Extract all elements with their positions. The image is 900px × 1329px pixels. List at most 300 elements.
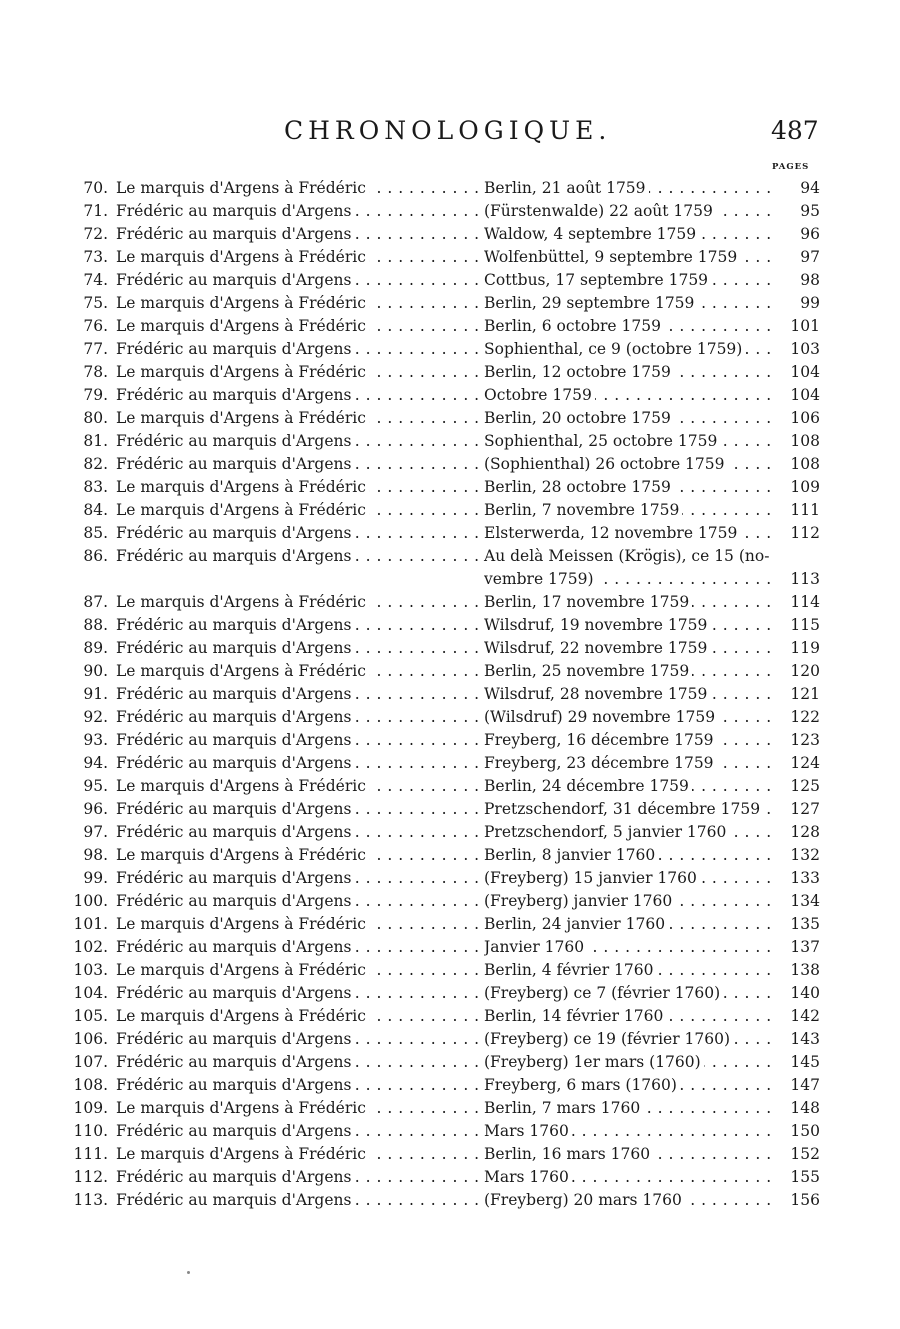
entry-place-date-leader [484,1005,772,1028]
entry-title-leader [116,453,534,476]
entry-title-leader [116,292,534,315]
toc-entry [60,430,820,453]
entry-title: Le marquis d'Argens à Frédéric [116,777,369,795]
entry-title: Le marquis d'Argens à Frédéric [116,409,369,427]
entry-page-number: 124 [790,754,820,772]
entry-title: Frédéric au marquis d'Argens [116,340,354,358]
page-number: 487 [771,116,819,145]
entry-page-number: 135 [790,915,820,933]
toc-entry [60,384,820,407]
entry-title: Le marquis d'Argens à Frédéric [116,363,369,381]
entry-page-number: 150 [790,1122,820,1140]
entry-title-leader [116,499,534,522]
toc-entry [60,890,820,913]
entry-number: 103. [73,961,108,979]
entry-place-date-leader [484,384,772,407]
entry-number: 108. [73,1076,108,1094]
toc-entry [60,1051,820,1074]
entry-title: Le marquis d'Argens à Frédéric [116,662,369,680]
entry-page-number: 108 [790,455,820,473]
entry-title-leader [116,821,534,844]
entry-number: 93. [83,731,108,749]
entry-title-leader [116,430,534,453]
entry-place-date: Berlin, 28 octobre 1759 [484,478,674,496]
entry-title-leader [116,1005,534,1028]
entry-place-date: Berlin, 16 mars 1760 [484,1145,653,1163]
entry-title: Frédéric au marquis d'Argens [116,1030,354,1048]
toc-entry [60,706,820,729]
toc-entry [60,1097,820,1120]
entry-number: 84. [83,501,108,519]
entry-place-date: Wolfenbüttel, 9 septembre 1759 [484,248,740,266]
toc-entry [60,1143,820,1166]
entry-place-date: Au delà Meissen (Krögis), ce 15 (no- [484,547,772,565]
entry-page-number: 143 [790,1030,820,1048]
entry-number: 100. [73,892,108,910]
entry-place-date: Elsterwerda, 12 novembre 1759 [484,524,740,542]
entry-title-leader [116,1028,534,1051]
entry-page-number: 109 [790,478,820,496]
entry-page-number: 101 [790,317,820,335]
entry-page-number: 104 [790,386,820,404]
entry-place-date: (Freyberg) janvier 1760 [484,892,675,910]
entry-page-number: 145 [790,1053,820,1071]
entry-place-date-leader [484,499,772,522]
entry-place-date-leader [484,1189,772,1212]
entry-number: 98. [83,846,108,864]
entry-title: Frédéric au marquis d'Argens [116,1053,354,1071]
entry-place-date-leader [484,683,772,706]
entry-number: 89. [83,639,108,657]
entry-place-date: Berlin, 21 août 1759 [484,179,649,197]
toc-entry [60,936,820,959]
entry-place-date-leader [484,706,772,729]
entry-title: Frédéric au marquis d'Argens [116,685,354,703]
entry-place-date-leader [484,430,772,453]
entry-number: 80. [83,409,108,427]
entry-number: 82. [83,455,108,473]
entry-title: Le marquis d'Argens à Frédéric [116,1145,369,1163]
entry-place-date-leader [484,660,772,683]
entry-place-date-leader [484,775,772,798]
entry-title: Le marquis d'Argens à Frédéric [116,248,369,266]
entry-title: Frédéric au marquis d'Argens [116,1076,354,1094]
toc-entry [60,338,820,361]
entry-title-leader [116,752,534,775]
toc-entry [60,683,820,706]
entry-number: 77. [83,340,108,358]
entry-place-date: Waldow, 4 septembre 1759 [484,225,699,243]
entry-title-leader [116,1051,534,1074]
entry-title: Le marquis d'Argens à Frédéric [116,317,369,335]
entry-number: 99. [83,869,108,887]
entry-place-date-leader [484,591,772,614]
entry-title: Frédéric au marquis d'Argens [116,984,354,1002]
entry-place-date-leader [484,890,772,913]
entry-page-number: 98 [800,271,820,289]
entry-place-date-leader [484,614,772,637]
entry-title: Frédéric au marquis d'Argens [116,616,354,634]
entry-page-number: 152 [790,1145,820,1163]
entry-number: 112. [73,1168,108,1186]
entry-title-leader [116,844,534,867]
entry-place-date-continued: vembre 1759) [484,570,597,588]
entry-number: 76. [83,317,108,335]
entry-title: Frédéric au marquis d'Argens [116,754,354,772]
entry-page-number: 156 [790,1191,820,1209]
entry-page-number: 123 [790,731,820,749]
entry-page-number: 96 [800,225,820,243]
toc-entry [60,177,820,200]
entry-place-date: Pretzschendorf, 5 janvier 1760 [484,823,729,841]
toc-entry [60,223,820,246]
toc-entry [60,269,820,292]
toc-entry [60,476,820,499]
entry-place-date: Berlin, 7 novembre 1759 [484,501,682,519]
entry-place-date: Berlin, 17 novembre 1759 [484,593,692,611]
entry-place-date-leader [484,315,772,338]
entry-place-date: Berlin, 6 octobre 1759 [484,317,664,335]
entry-page-number: 155 [790,1168,820,1186]
entry-title-leader [116,545,534,568]
entry-number: 113. [73,1191,108,1209]
entry-title: Le marquis d'Argens à Frédéric [116,478,369,496]
entry-place-date-leader [484,1143,772,1166]
entry-title: Frédéric au marquis d'Argens [116,225,354,243]
entry-place-date: Sophienthal, 25 octobre 1759 [484,432,720,450]
entry-page-number: 137 [790,938,820,956]
entry-number: 95. [83,777,108,795]
toc-entry [60,1074,820,1097]
entry-place-date: Janvier 1760 [484,938,587,956]
entry-page-number: 122 [790,708,820,726]
toc-entry [60,499,820,522]
entry-place-date: Freyberg, 16 décembre 1759 [484,731,717,749]
entry-place-date-leader [484,798,772,821]
entry-title: Frédéric au marquis d'Argens [116,1191,354,1209]
toc-entry [60,453,820,476]
entry-title: Frédéric au marquis d'Argens [116,386,354,404]
running-title: CHRONOLOGIQUE. [284,116,612,145]
entry-number: 96. [83,800,108,818]
entry-place-date: Berlin, 12 octobre 1759 [484,363,674,381]
entry-place-date-leader [484,361,772,384]
entry-place-date: (Wilsdruf) 29 novembre 1759 [484,708,718,726]
entry-place-date-leader [484,223,772,246]
entry-number: 74. [83,271,108,289]
entry-number: 106. [73,1030,108,1048]
toc-entry [60,982,820,1005]
entry-place-date-leader [484,821,772,844]
entry-title: Frédéric au marquis d'Argens [116,455,354,473]
entry-page-number: 111 [790,501,820,519]
toc-entry [60,407,820,430]
entry-number: 79. [83,386,108,404]
entry-title-leader [116,407,534,430]
entry-place-date: Berlin, 4 février 1760 [484,961,657,979]
entry-title-leader [116,1097,534,1120]
entry-place-date: Freyberg, 23 décembre 1759 [484,754,717,772]
entry-title: Frédéric au marquis d'Argens [116,639,354,657]
entry-title: Frédéric au marquis d'Argens [116,731,354,749]
entry-place-date: Sophienthal, ce 9 (octobre 1759) [484,340,745,358]
entry-place-date: Berlin, 25 novembre 1759 [484,662,692,680]
entry-place-date: Wilsdruf, 22 novembre 1759 [484,639,710,657]
entry-title: Frédéric au marquis d'Argens [116,938,354,956]
entry-page-number: 127 [790,800,820,818]
toc-entry [60,292,820,315]
entry-title: Frédéric au marquis d'Argens [116,432,354,450]
entry-place-date: (Freyberg) 15 janvier 1760 [484,869,700,887]
entry-title-leader [116,476,534,499]
entry-page-number: 121 [790,685,820,703]
toc-entry [60,660,820,683]
entry-title: Frédéric au marquis d'Argens [116,1122,354,1140]
entry-place-date-leader [484,1097,772,1120]
entry-place-date-leader [484,200,772,223]
entry-place-date: Berlin, 24 janvier 1760 [484,915,668,933]
entry-place-date-leader [484,1074,772,1097]
entry-place-date-leader [484,246,772,269]
entry-title-leader [116,177,534,200]
entry-number: 97. [83,823,108,841]
entry-place-date-continued-leader [484,568,772,591]
entry-page-number: 112 [790,524,820,542]
entry-number: 88. [83,616,108,634]
toc-entry [60,1166,820,1189]
entry-title: Le marquis d'Argens à Frédéric [116,501,369,519]
toc-entry [60,1120,820,1143]
entry-title: Le marquis d'Argens à Frédéric [116,1099,369,1117]
entry-page-number: 125 [790,777,820,795]
entry-place-date-leader [484,407,772,430]
entry-title: Le marquis d'Argens à Frédéric [116,179,369,197]
entry-title: Frédéric au marquis d'Argens [116,202,354,220]
entry-number: 111. [73,1145,108,1163]
entry-page-number: 115 [790,616,820,634]
entry-page-number: 119 [790,639,820,657]
entry-title: Frédéric au marquis d'Argens [116,800,354,818]
entry-page-number: 97 [800,248,820,266]
toc-entry [60,522,820,545]
entry-place-date-leader [484,453,772,476]
entry-number: 71. [83,202,108,220]
entry-title-leader [116,1166,534,1189]
entry-page-number: 132 [790,846,820,864]
entry-title-leader [116,959,534,982]
entry-title-leader [116,706,534,729]
entry-title-leader [116,1120,534,1143]
entry-place-date: Berlin, 20 octobre 1759 [484,409,674,427]
entry-title-leader [116,1143,534,1166]
entry-place-date-leader [484,1166,772,1189]
entry-title: Le marquis d'Argens à Frédéric [116,294,369,312]
entry-number: 109. [73,1099,108,1117]
entry-place-date: Mars 1760 [484,1168,572,1186]
toc-entry [60,1028,820,1051]
page-header [0,116,900,156]
entry-place-date: Berlin, 24 décembre 1759 [484,777,692,795]
toc-entry [60,1005,820,1028]
entry-title-leader [116,591,534,614]
toc-entry [60,821,820,844]
toc-entry [60,844,820,867]
entry-place-date: (Freyberg) 1er mars (1760) [484,1053,704,1071]
entry-number: 110. [73,1122,108,1140]
entry-number: 86. [83,547,108,565]
entry-place-date-leader [484,637,772,660]
table-of-contents [60,177,820,1212]
entry-title: Le marquis d'Argens à Frédéric [116,846,369,864]
entry-place-date: Freyberg, 6 mars (1760) [484,1076,680,1094]
entry-title: Frédéric au marquis d'Argens [116,1168,354,1186]
entry-title: Le marquis d'Argens à Frédéric [116,593,369,611]
entry-title-leader [116,522,534,545]
entry-number: 101. [73,915,108,933]
entry-title-leader [116,890,534,913]
entry-title-leader [116,867,534,890]
entry-place-date: (Fürstenwalde) 22 août 1759 [484,202,716,220]
entry-place-date-leader [484,1051,772,1074]
entry-place-date: Berlin, 7 mars 1760 [484,1099,643,1117]
entry-place-date-leader [484,1028,772,1051]
entry-title-leader [116,729,534,752]
entry-number: 83. [83,478,108,496]
toc-entry [60,1189,820,1212]
entry-page-number: 95 [800,202,820,220]
entry-page-number: 142 [790,1007,820,1025]
entry-title-leader [116,1189,534,1212]
entry-title-leader [116,223,534,246]
entry-place-date: Cottbus, 17 septembre 1759 [484,271,711,289]
entry-place-date: Berlin, 29 septembre 1759 [484,294,697,312]
entry-page-number: 108 [790,432,820,450]
entry-page-number: 147 [790,1076,820,1094]
toc-entry [60,729,820,752]
entry-number: 104. [73,984,108,1002]
entry-number: 73. [83,248,108,266]
entry-page-number: 134 [790,892,820,910]
entry-title-leader [116,384,534,407]
entry-place-date-leader [484,177,772,200]
entry-title-leader [116,269,534,292]
entry-title-leader [116,200,534,223]
entry-page-number: 106 [790,409,820,427]
entry-place-date-leader [484,1120,772,1143]
entry-place-date: Octobre 1759 [484,386,595,404]
entry-title-leader [116,913,534,936]
entry-title-leader [116,315,534,338]
entry-place-date-leader [484,545,772,568]
toc-entry [60,545,820,591]
entry-number: 92. [83,708,108,726]
entry-title: Frédéric au marquis d'Argens [116,524,354,542]
entry-number: 91. [83,685,108,703]
entry-place-date-leader [484,752,772,775]
entry-place-date: (Freyberg) 20 mars 1760 [484,1191,685,1209]
entry-place-date-leader [484,729,772,752]
toc-entry [60,752,820,775]
toc-entry [60,867,820,890]
entry-page-number: 94 [800,179,820,197]
entry-place-date: Berlin, 14 février 1760 [484,1007,666,1025]
entry-number: 94. [83,754,108,772]
entry-title-leader [116,775,534,798]
entry-number: 102. [73,938,108,956]
entry-title-leader [116,982,534,1005]
entry-title-leader [116,660,534,683]
entry-number: 72. [83,225,108,243]
toc-entry [60,200,820,223]
entry-number: 107. [73,1053,108,1071]
entry-number: 78. [83,363,108,381]
entry-title-leader [116,246,534,269]
entry-place-date-leader [484,867,772,890]
entry-page-number: 103 [790,340,820,358]
entry-place-date: Wilsdruf, 19 novembre 1759 [484,616,710,634]
entry-page-number: 120 [790,662,820,680]
entry-place-date: Berlin, 8 janvier 1760 [484,846,658,864]
toc-entry [60,913,820,936]
stray-ink-mark [187,1271,190,1274]
entry-place-date-leader [484,338,772,361]
entry-page-number: 99 [800,294,820,312]
entry-page-number: 148 [790,1099,820,1117]
entry-title: Le marquis d'Argens à Frédéric [116,915,369,933]
entry-place-date-leader [484,476,772,499]
entry-number: 81. [83,432,108,450]
pages-column-label: PAGES [772,162,810,172]
entry-number: 75. [83,294,108,312]
entry-page-number: 128 [790,823,820,841]
entry-place-date: Pretzschendorf, 31 décembre 1759 [484,800,763,818]
toc-entry [60,591,820,614]
entry-title-leader [116,683,534,706]
toc-entry [60,315,820,338]
entry-place-date-leader [484,522,772,545]
entry-place-date-leader [484,269,772,292]
entry-place-date-leader [484,913,772,936]
entry-title-leader [116,798,534,821]
entry-title: Frédéric au marquis d'Argens [116,892,354,910]
entry-page-number: 114 [790,593,820,611]
entry-title: Frédéric au marquis d'Argens [116,823,354,841]
entry-number: 105. [73,1007,108,1025]
entry-place-date-leader [484,844,772,867]
entry-page-number: 133 [790,869,820,887]
entry-place-date: (Freyberg) ce 19 (février 1760) [484,1030,733,1048]
entry-title-leader [116,936,534,959]
entry-place-date: Mars 1760 [484,1122,572,1140]
entry-page-number: 113 [790,570,820,588]
entry-place-date: (Sophienthal) 26 octobre 1759 [484,455,728,473]
entry-title-leader [116,361,534,384]
entry-place-date-leader [484,982,772,1005]
entry-title-leader [116,1074,534,1097]
toc-entry [60,361,820,384]
toc-entry [60,637,820,660]
entry-title: Le marquis d'Argens à Frédéric [116,961,369,979]
toc-entry [60,614,820,637]
toc-entry [60,775,820,798]
toc-entry [60,798,820,821]
entry-place-date: Wilsdruf, 28 novembre 1759 [484,685,710,703]
toc-entry [60,959,820,982]
entry-place-date-leader [484,959,772,982]
toc-entry [60,246,820,269]
entry-title-leader [116,614,534,637]
entry-place-date-leader [484,292,772,315]
